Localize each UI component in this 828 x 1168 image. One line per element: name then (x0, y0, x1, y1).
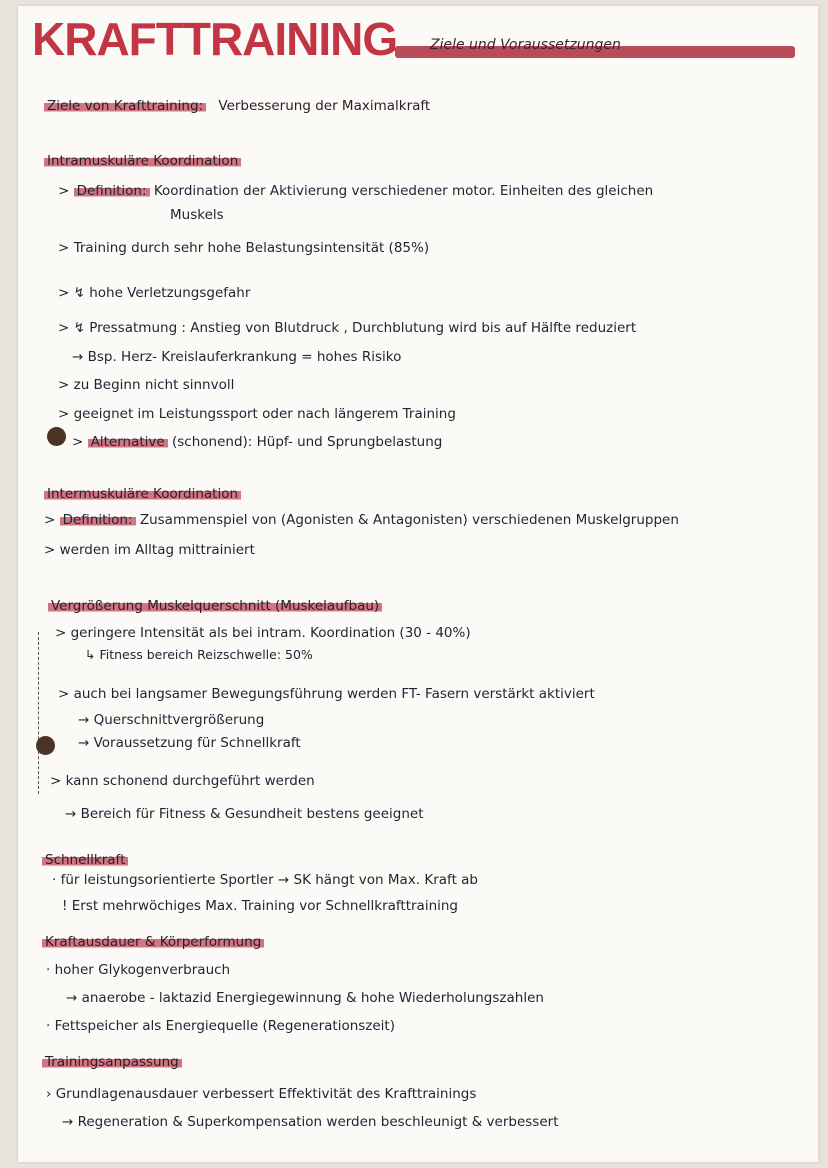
section-heading-inter (44, 486, 241, 502)
section-heading-speed (42, 852, 128, 868)
endurance-line-1: · hoher Glykogenverbrauch (46, 962, 231, 978)
section-heading-hyper (48, 598, 382, 614)
intra-definition: > Definition: Koordination der Aktivierung verschiedener motor. Einheiten des gleichen (58, 183, 654, 199)
intra-line-4: → Bsp. Herz- Kreislauferkrankung = hohes Risiko (72, 349, 402, 365)
inter-definition: > Definition: Zusammenspiel von (Agonisten & Antagonisten) verschiedenen Muskelgruppen (44, 512, 679, 528)
speed-line-2: ! Erst mehrwöchiges Max. Training vor Schnellkrafttraining (62, 898, 458, 914)
hyper-line-7: → Bereich für Fitness & Gesundheit bestens geeignet (65, 806, 424, 822)
endurance-line-3: · Fettspeicher als Energiequelle (Regenerationszeit) (46, 1018, 395, 1034)
intra-line-1: > Training durch sehr hohe Belastungsintensität (85%) (58, 240, 430, 256)
page-subtitle: Ziele und Voraussetzungen (430, 37, 621, 53)
intra-alt-prefix: > (72, 434, 84, 450)
intra-def-text2: Muskels (170, 207, 224, 223)
intra-line-6: > geeignet im Leistungssport oder nach längerem Training (58, 406, 456, 422)
inter-def-label: Definition: (60, 512, 136, 528)
hyper-line-2: ↳ Fitness bereich Reizschwelle: 50% (85, 647, 313, 662)
inter-def-text: Zusammenspiel von (Agonisten & Antagonisten) verschiedenen Muskelgruppen (139, 512, 679, 528)
section-heading-endurance (42, 934, 264, 950)
note-paper (18, 6, 818, 1162)
endurance-line-2: → anaerobe - laktazid Energiegewinnung & hohe Wiederholungszahlen (66, 990, 544, 1006)
hyper-line-3: > auch bei langsamer Bewegungsführung werden FT- Fasern verstärkt aktiviert (58, 686, 595, 702)
hyper-heading-text: Vergrößerung Muskelquerschnitt (Muskelaufbau) (48, 598, 382, 614)
bracket-line (38, 632, 39, 794)
intra-alt-text: (schonend): Hüpf- und Sprungbelastung (171, 434, 443, 450)
intra-heading-text: Intramuskuläre Koordination (44, 153, 241, 169)
hyper-line-5: → Voraussetzung für Schnellkraft (78, 735, 301, 751)
adapt-heading-text: Trainingsanpassung (42, 1054, 182, 1070)
page-title: KRAFTTRAINING (32, 13, 398, 65)
goals-row (44, 98, 430, 114)
speed-line-1: · für leistungsorientierte Sportler → SK hängt von Max. Kraft ab (52, 872, 478, 888)
intra-line-3: > ↯ Pressatmung : Anstieg von Blutdruck , Durchblutung wird bis auf Hälfte reduziert (58, 320, 637, 336)
binder-hole (47, 427, 66, 446)
section-heading-adapt (42, 1054, 182, 1070)
intra-def-label: Definition: (74, 183, 150, 199)
hyper-line-1: > geringere Intensität als bei intram. Koordination (30 - 40%) (55, 625, 471, 641)
hyper-line-4: → Querschnittvergrößerung (78, 712, 265, 728)
speed-heading-text: Schnellkraft (42, 852, 128, 868)
intra-alt-label: Alternative (88, 434, 168, 450)
section-heading-intra (44, 153, 241, 169)
goals-label: Ziele von Krafttraining: (44, 98, 206, 114)
inter-line-1: > werden im Alltag mittrainiert (44, 542, 255, 558)
adapt-line-1: › Grundlagenausdauer verbessert Effektivität des Krafttrainings (46, 1086, 477, 1102)
hyper-line-6: > kann schonend durchgeführt werden (50, 773, 315, 789)
binder-hole (36, 736, 55, 755)
endurance-heading-text: Kraftausdauer & Körperformung (42, 934, 264, 950)
inter-heading-text: Intermuskuläre Koordination (44, 486, 241, 502)
goals-text: Verbesserung der Maximalkraft (218, 98, 431, 114)
intra-line-5: > zu Beginn nicht sinnvoll (58, 377, 235, 393)
adapt-line-2: → Regeneration & Superkompensation werden beschleunigt & verbessert (62, 1114, 559, 1130)
intra-line-2: > ↯ hohe Verletzungsgefahr (58, 285, 251, 301)
intra-alternative (72, 434, 442, 450)
intra-def-text: Koordination der Aktivierung verschiedener motor. Einheiten des gleichen (153, 183, 654, 199)
